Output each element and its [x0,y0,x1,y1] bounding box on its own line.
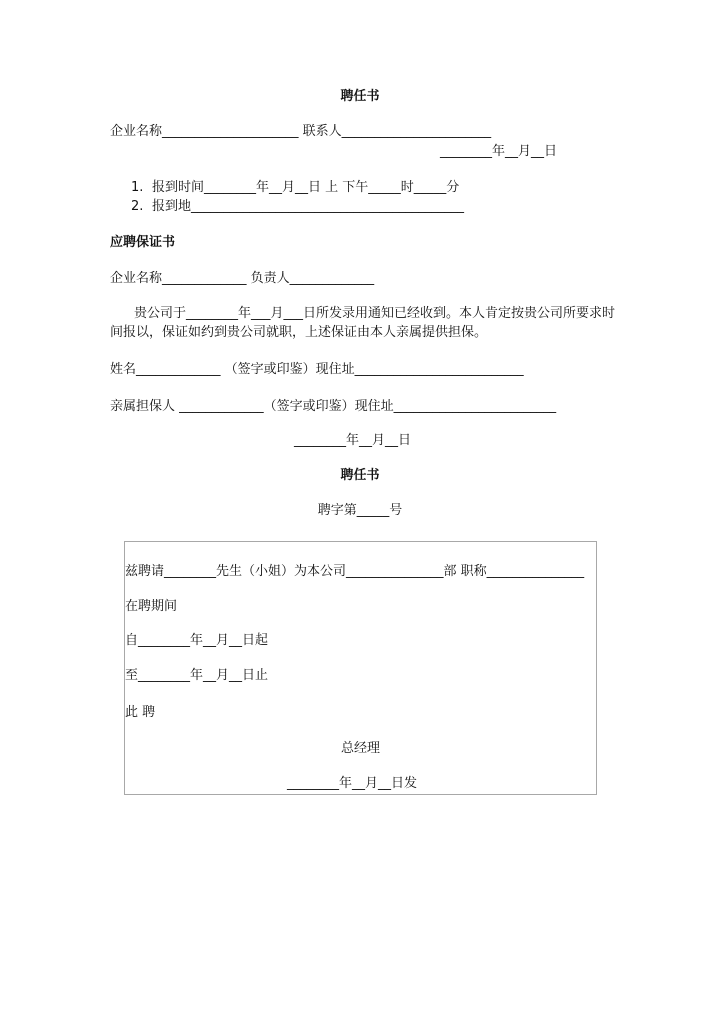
list-item-number: 2. [131,199,144,214]
appointment-period-label: 在聘期间 [125,599,178,614]
letter-date-line: ________年__月__日 [440,144,558,159]
appointment-closing: 此 聘 [125,705,156,720]
appointment-issue-date: ________年__月__日发 [287,776,418,791]
report-time-line: 报到时间________年__月__日 上 下午_____时_____分 [152,180,460,195]
guarantee-body-line-2: 间报以，保证如约到贵公司就职，上述保证由本人亲属提供担保。 [110,325,488,340]
guarantee-name-line: 姓名_____________ （签字或印鉴）现住址__________________________ [110,362,524,377]
appointment-number-line: 聘字第_____号 [317,503,403,518]
guarantee-relative-line: 亲属担保人 _____________（签字或印鉴）现住址_________________________ [110,399,557,414]
guarantee-company-line: 企业名称_____________ 负责人_____________ [110,271,375,286]
appointment-box [124,541,597,795]
guarantee-body-line-1: 贵公司于________年___月___日所发录用通知已经收到。本人肯定按贵公司所要求时 [134,306,616,321]
guarantee-date-line: ________年__月__日 [294,433,412,448]
letter-title: 聘任书 [340,89,380,104]
report-place-line: 报到地__________________________________________ [152,199,465,214]
letter-company-line: 企业名称_____________________ 联系人_______________________ [110,124,492,139]
appointment-invite-line: 兹聘请________先生（小姐）为本公司_______________部 职称_______________ [125,564,585,579]
appointment-to-line: 至________年__月__日止 [125,668,269,683]
appointment-title: 聘任书 [340,468,380,483]
guarantee-title: 应聘保证书 [110,235,176,250]
appointment-signer: 总经理 [340,741,380,756]
appointment-from-line: 自________年__月__日起 [125,633,269,648]
list-item-number: 1. [131,180,144,195]
